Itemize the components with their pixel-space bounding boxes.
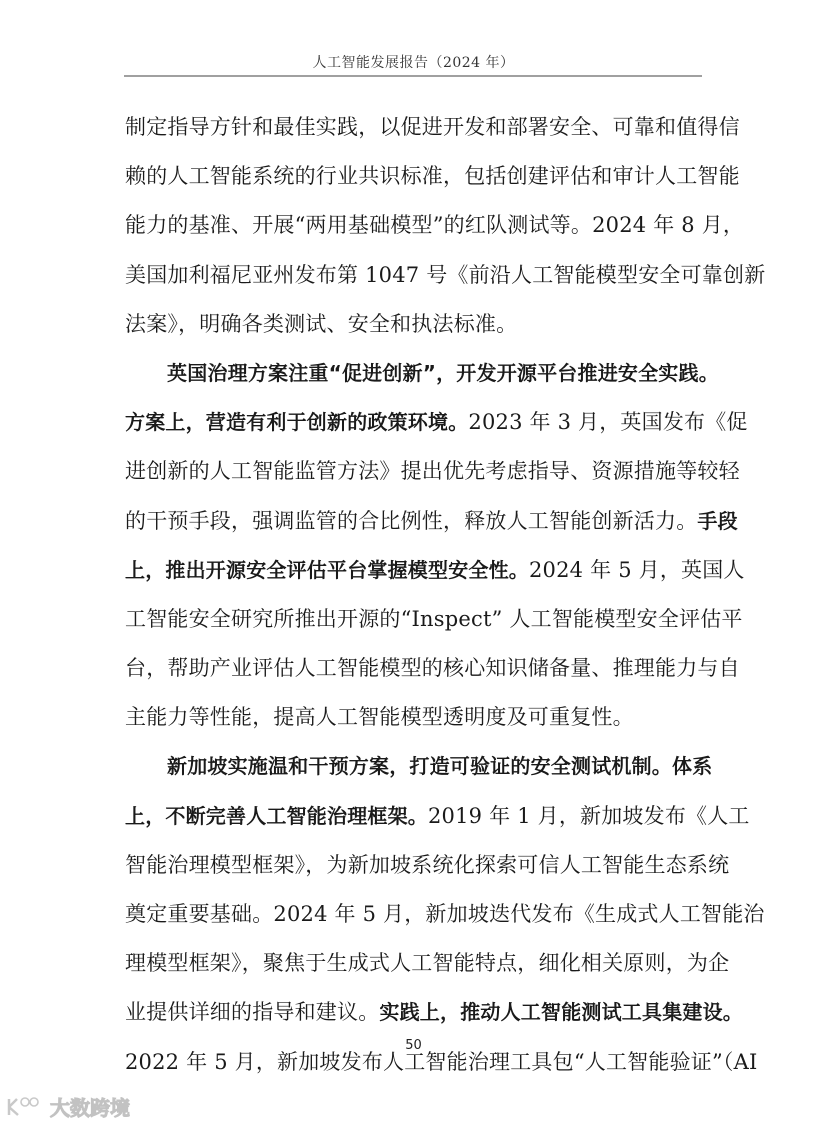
text-run: 制定指导方针和最佳实践，以促进开发和部署安全、可靠和值得信 xyxy=(125,115,740,139)
text-run: 理模型框架》，聚焦于生成式人工智能特点，细化相关原则，为企 xyxy=(125,951,730,976)
watermark-text: 大数跨境 xyxy=(50,1096,130,1120)
text-line xyxy=(125,105,740,154)
text-line xyxy=(125,154,740,203)
bold-text-run: 实践上，推动人工智能测试工具集建设。 xyxy=(379,1000,744,1025)
bold-text-run: 英国治理方案注重“促进创新”，开发开源平台推进安全实践。 xyxy=(167,360,719,385)
text-run: 法案》，明确各类测试、安全和执法标准。 xyxy=(125,311,518,336)
text-line xyxy=(125,941,730,990)
text-line xyxy=(125,597,743,646)
watermark xyxy=(6,1092,130,1121)
text-line xyxy=(125,744,713,793)
bold-text-run: 新加坡实施温和干预方案，打造可验证的安全测试机制。体系 xyxy=(167,754,713,779)
text-line xyxy=(125,548,745,597)
text-line xyxy=(125,203,745,252)
text-line xyxy=(125,990,744,1039)
text-line xyxy=(125,253,766,302)
text-line xyxy=(125,449,740,498)
text-run: 奠定重要基础。2024 年 5 月，新加坡迭代发布《生成式人工智能治 xyxy=(125,902,765,926)
text-run: 台，帮助产业评估人工智能模型的核心知识储备量、推理能力与自 xyxy=(125,656,740,681)
text-line xyxy=(125,695,697,744)
text-run: 2024 年 5 月，英国人 xyxy=(529,557,745,582)
text-run: 2023 年 3 月，英国发布《促 xyxy=(468,410,748,435)
text-line xyxy=(125,646,740,695)
text-line xyxy=(125,351,719,400)
bold-text-run: 方案上，营造有利于创新的政策环境。 xyxy=(125,410,469,435)
text-run: 能力的基准、开展“两用基础模型”的红队测试等。2024 年 8 月， xyxy=(125,213,745,238)
text-run: 工智能安全研究所推出开源的“Inspect” 人工智能模型安全评估平 xyxy=(125,606,743,631)
text-run: 智能治理模型框架》，为新加坡系统化探索可信人工智能生态系统 xyxy=(125,852,730,877)
text-run: 的干预手段，强调监管的合比例性，释放人工智能创新活力。 xyxy=(125,508,698,533)
page-number: 50 xyxy=(405,1038,422,1053)
text-run: 赖的人工智能系统的行业共识标准，包括创建评估和审计人工智能 xyxy=(125,164,740,189)
text-line xyxy=(125,892,765,941)
text-line xyxy=(125,843,730,892)
text-line xyxy=(125,400,748,449)
bold-text-run: 上，推出开源安全评估平台掌握模型安全性。 xyxy=(125,557,529,582)
text-run: 2022 年 5 月，新加坡发布人工智能治理工具包“人工智能验证”（AI xyxy=(125,1049,758,1074)
watermark-logo-icon xyxy=(6,1096,44,1118)
text-run: 业提供详细的指导和建议。 xyxy=(125,1000,380,1025)
text-run: 主能力等性能，提高人工智能模型透明度及可重复性。 xyxy=(125,705,634,730)
text-line xyxy=(125,302,697,351)
text-line xyxy=(125,499,738,548)
text-run: 美国加利福尼亚州发布第 1047 号《前沿人工智能模型安全可靠创新 xyxy=(125,262,766,287)
text-run: 2019 年 1 月，新加坡发布《人工 xyxy=(428,803,750,828)
bold-text-run: 手段 xyxy=(697,508,738,533)
text-run: 进创新的人工智能监管方法》提出优先考虑指导、资源措施等较轻 xyxy=(125,459,740,484)
header-divider xyxy=(124,75,702,77)
text-line xyxy=(125,794,750,843)
bold-text-run: 上，不断完善人工智能治理框架。 xyxy=(125,803,428,828)
document-body xyxy=(125,105,766,1089)
running-header-title: 人工智能发展报告（2024 年） xyxy=(312,55,515,71)
